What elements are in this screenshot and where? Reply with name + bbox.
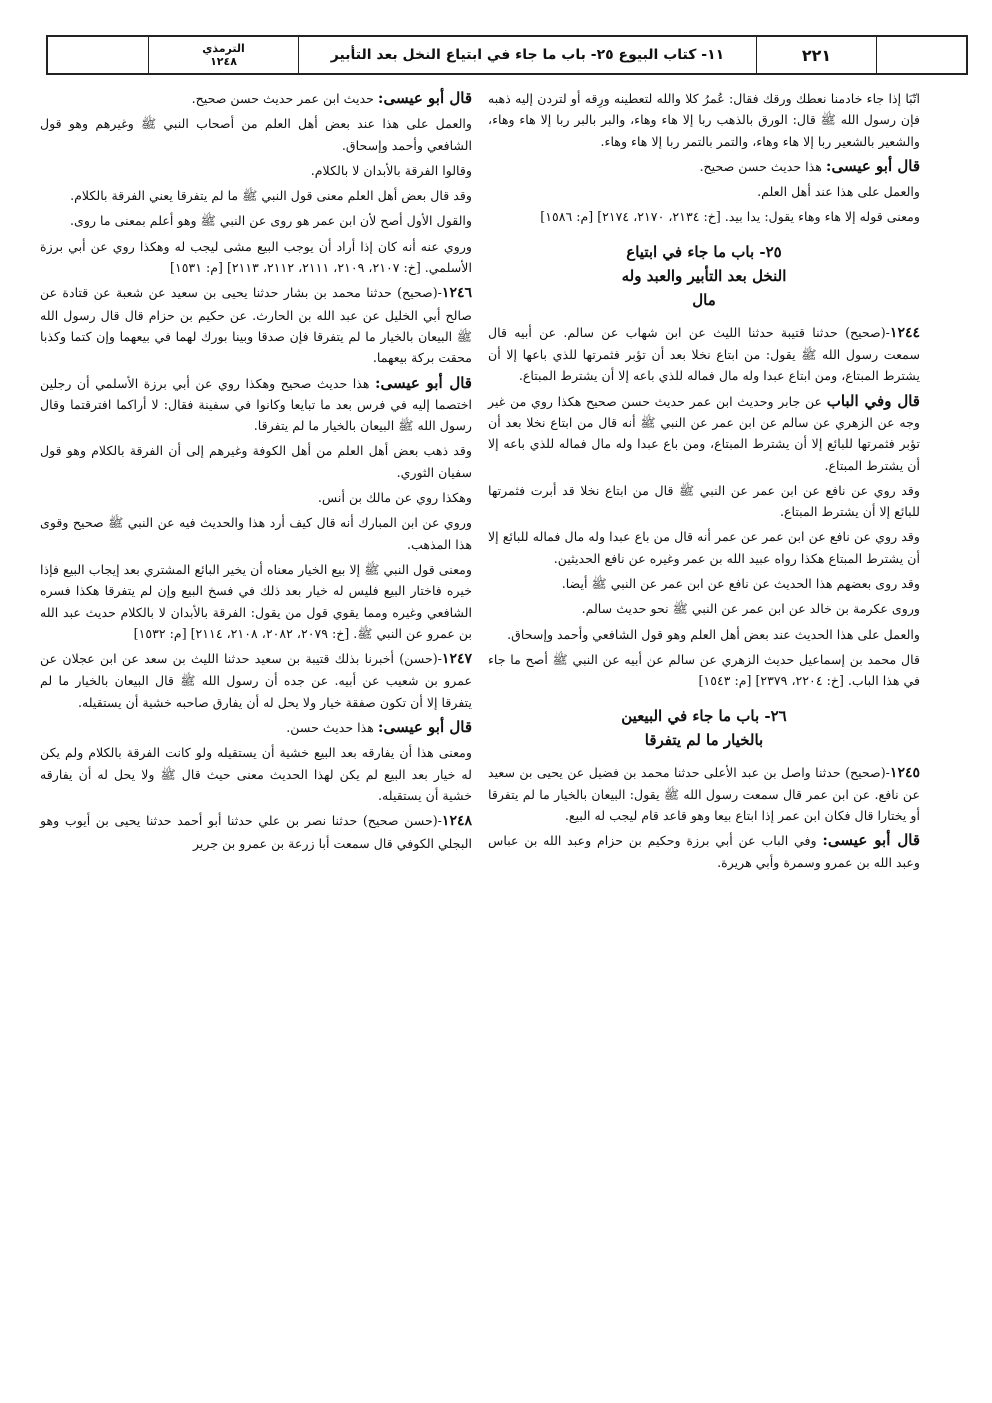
chapter-line: ٢٦- باب ما جاء في البيعين bbox=[621, 706, 787, 725]
said-label: قال وفي الباب bbox=[826, 391, 920, 410]
paragraph-text: عن جابر وحديث ابن عمر حديث حسن صحيح هكذا روي من غير وجه عن الزهري عن سالم عن ابن عمر عن النبي ﷺ أنه قال من ابتاع نخلا بعد أن تؤبر فثمرتها للبائع إلا أن يشترط المبتاع، ومن باع عبدا وله مال فماله للذي باعه إلا أن يشترط المبتاع. bbox=[488, 393, 920, 473]
paragraph: ومعنى قوله إلا هاء وهاء يقول: يدا بيد. [خ: ٢١٣٤، ٢١٧٠، ٢١٧٤] [م: ١٥٨٦] bbox=[540, 209, 920, 225]
paragraph: وروي عنه أنه كان إذا أراد أن يوجب البيع مشى ليجب له وهكذا روي عن أبي برزة الأسلمي. [خ: ٢١٠٧، ٢١٠٩، ٢١١١، ٢١١٢، ٢١١٣] [م: ١٥٣١] bbox=[40, 238, 472, 276]
paragraph-text: وفي الباب عن أبي برزة وحكيم بن حزام وعبد الله بن عباس وعبد الله بن عمرو وسمرة وأبي هريرة. bbox=[488, 833, 920, 870]
hadith-text: -(حسن صحيح) حدثنا نصر بن علي حدثنا أبو أحمد حدثنا يحيى بن أيوب وهو البجلي الكوفي قال سمعت أبا زرعة بن عمرو بن جرير bbox=[40, 813, 472, 851]
hadith-number: ١٢٤٦ bbox=[441, 285, 472, 302]
running-title: ١١- كتاب البيوع ٢٥- باب ما جاء في ابتياع النخل بعد التأبير bbox=[298, 37, 756, 73]
paragraph: وقد قال بعض أهل العلم معنى قول النبي ﷺ ما لم يتفرقا يعني الفرقة بالكلام. bbox=[70, 188, 472, 204]
hadith-number: ١٢٤٧ bbox=[441, 651, 472, 668]
said-label: قال أبو عيسى: bbox=[822, 831, 920, 850]
paragraph: وقالوا الفرقة بالأبدان لا بالكلام. bbox=[310, 162, 472, 178]
paragraph: والقول الأول أصح لأن ابن عمر هو روى عن النبي ﷺ وهو أعلم بمعنى ما روى. bbox=[70, 213, 472, 229]
paragraph: قال محمد بن إسماعيل حديث الزهري عن سالم عن أبيه عن النبي ﷺ أصح ما جاء في هذا الباب. [خ: ٢٢٠٤، ٢٣٧٩] [م: ١٥٤٣] bbox=[488, 651, 920, 689]
paragraph: وقد روي عن نافع عن ابن عمر عن النبي ﷺ قال من ابتاع نخلا قد أبرت فثمرتها للبائع إلا أن يشترط المبتاع. bbox=[488, 482, 920, 520]
hadith-1244 bbox=[488, 322, 920, 387]
paragraph: وهكذا روي عن مالك بن أنس. bbox=[317, 490, 472, 506]
hadith-1248 bbox=[40, 810, 472, 854]
paragraph-text: هذا حديث حسن. bbox=[286, 720, 374, 736]
hadith-1247 bbox=[40, 648, 472, 713]
book-label bbox=[148, 37, 298, 73]
page-number: ٢٢١ bbox=[756, 37, 876, 73]
left-column bbox=[40, 88, 472, 858]
said-label: قال أبو عيسى: bbox=[825, 156, 920, 175]
paragraph: والعمل على هذا عند بعض أهل العلم من أصحاب النبي ﷺ وغيرهم وهو قول الشافعي وأحمد وإسحاق. bbox=[40, 116, 472, 153]
hadith-1245 bbox=[488, 762, 920, 827]
paragraph: والعمل على هذا عند أهل العلم. bbox=[757, 184, 920, 200]
chapter-line: مال bbox=[692, 290, 716, 309]
said-label: قال أبو عيسى: bbox=[374, 373, 472, 392]
paragraph: وروي عن ابن المبارك أنه قال كيف أرد هذا والحديث فيه عن النبي ﷺ صحيح وقوى هذا المذهب. bbox=[40, 515, 472, 552]
hadith-number: ١٢٤٤ bbox=[889, 324, 920, 341]
paragraph: وقد روى بعضهم هذا الحديث عن نافع عن ابن عمر عن النبي ﷺ أيضا. bbox=[561, 576, 920, 592]
hadith-number: ١٢٤٨ bbox=[441, 813, 472, 830]
paragraph bbox=[488, 830, 920, 873]
paragraph: ومعنى هذا أن يفارقه بعد البيع خشية أن يستقيله ولو كانت الفرقة بالكلام ولم يكن له خيار بعد البيع لم يكن لهذا الحديث معنى حيث قال ﷺ ولا يحل له أن يفارقه خشية أن يستقيله. bbox=[40, 745, 472, 803]
said-label: قال أبو عيسى: bbox=[377, 89, 472, 107]
hadith-number: ١٢٤٥ bbox=[889, 764, 920, 781]
hadith-text: -(صحيح) حدثنا واصل بن عبد الأعلى حدثنا محمد بن فضيل عن يحيى بن سعيد عن نافع. عن ابن عمر قال سمعت رسول الله ﷺ يقول: البيعان بالخيار ما لم يتفرقا أو يختارا قال فكان ابن عمر إذا ابتاع بيعا وهو قاعد قام ليجب له البيع. bbox=[488, 764, 920, 824]
chapter-line: النخل بعد التأبير والعبد وله bbox=[621, 266, 787, 285]
hadith-text: -(حسن) أخبرنا بذلك قتيبة بن سعيد حدثنا الليث بن سعد عن ابن عجلان عن عمرو بن شعيب عن أبيه. عن جده أن رسول الله ﷺ قال البيعان بالخيار ما لم يتفرقا إلا أن تكون صفقة خيار ولا يحل له أن يفارق صاحبه خشية أن يستقيله. bbox=[40, 651, 472, 710]
header-left-box bbox=[48, 37, 148, 73]
page-header bbox=[46, 35, 968, 75]
chapter-line: ٢٥- باب ما جاء في ابتياع bbox=[626, 242, 782, 261]
header-right-box bbox=[876, 37, 966, 73]
right-column bbox=[488, 88, 920, 877]
paragraph bbox=[488, 391, 920, 476]
book-name: الترمذي bbox=[202, 41, 245, 55]
paragraph: والعمل على هذا الحديث عند بعض أهل العلم وهو قول الشافعي وأحمد وإسحاق. bbox=[507, 626, 920, 642]
chapter-heading-25 bbox=[488, 240, 920, 312]
paragraph: وقد ذهب بعض أهل العلم من أهل الكوفة وغيرهم إلى أن الفرقة بالكلام وهو قول سفيان الثوري. bbox=[40, 443, 472, 480]
paragraph-text: حديث ابن عمر حديث حسن صحيح. bbox=[191, 91, 374, 106]
paragraph bbox=[488, 156, 920, 177]
paragraph: وقد روي عن نافع عن ابن عمر عن عمر أنه قال من باع عبدا وله مال فماله للبائع إلا أن يشترط المبتاع هكذا رواه عبيد الله بن عمر وغيره عن نافع الحديثين. bbox=[488, 529, 920, 566]
said-label: قال أبو عيسى: bbox=[377, 718, 472, 737]
paragraph bbox=[40, 88, 472, 109]
paragraph: ومعنى قول النبي ﷺ إلا بيع الخيار معناه أن يخير البائع المشتري بعد إيجاب البيع فإذا خيره فاختار البيع فليس له خيار بعد ذلك في فسخ البيع وإن لم يتفرقا هكذا فسره الشافعي وغيره ومما يقوي قول من يقول: الفرقة بالأبدان لا بالكلام حديث عبد الله بن عمرو عن النبي ﷺ. [خ: ٢٠٧٩، ٢٠٨٢، ٢١٠٨، ٢١١٤] [م: ١٥٣٢] bbox=[40, 561, 472, 641]
paragraph: اتّبَا إذا جاء خادمنا نعطك ورقك فقال: عُمرُ كلا والله لتعطينه ورِقه أو لتردن إليه ذهبه فإن رسول الله ﷺ قال: الورق بالذهب ربا إلا هاء وهاء، والبر بالبر ربا إلا هاء وهاء، والشعير بالشعير ربا إلا هاء وهاء، والتمر بالتمر ربا إلا هاء وهاء. bbox=[488, 91, 920, 149]
hadith-text: -(صحيح) حدثنا محمد بن بشار حدثنا يحيى بن سعيد عن شعبة عن قتادة عن صالح أبي الخليل عن عبد الله بن الحارث. عن حكيم بن حزام قال قال رسول الله ﷺ البيعان بالخيار ما لم يتفرقا فإن صدقا وبينا بورك لهما في بيعهما وإن كتما وكذبا محقت بركة بيعهما. bbox=[40, 285, 472, 366]
hadith-range: ١٢٤٨ bbox=[210, 55, 237, 68]
hadith-text: -(صحيح) حدثنا قتيبة حدثنا الليث عن ابن شهاب عن سالم. عن أبيه قال سمعت رسول الله ﷺ يقول: من ابتاع نخلا بعد أن تؤبر فثمرتها للذي باعها إلا أن يشترط المبتاع، ومن ابتاع عبدا وله مال فماله للذي باعه إلا أن يشترط المبتاع. bbox=[488, 324, 920, 384]
paragraph-text: هذا حديث صحيح وهكذا روي عن أبي برزة الأسلمي أن رجلين اختصما إليه في فرس بعد ما تبايعا وكانوا في سفينة فقال: لا أراكما افترقتما وقال رسول الله ﷺ البيعان بالخيار ما لم يتفرقا. bbox=[40, 375, 472, 434]
hadith-1246 bbox=[40, 282, 472, 368]
paragraph: وروى عكرمة بن خالد عن ابن عمر عن النبي ﷺ نحو حديث سالم. bbox=[581, 601, 920, 617]
chapter-heading-26 bbox=[488, 704, 920, 752]
chapter-line: بالخيار ما لم يتفرقا bbox=[644, 730, 764, 749]
paragraph bbox=[40, 373, 472, 437]
paragraph bbox=[40, 717, 472, 738]
paragraph-text: هذا حديث حسن صحيح. bbox=[699, 158, 822, 174]
